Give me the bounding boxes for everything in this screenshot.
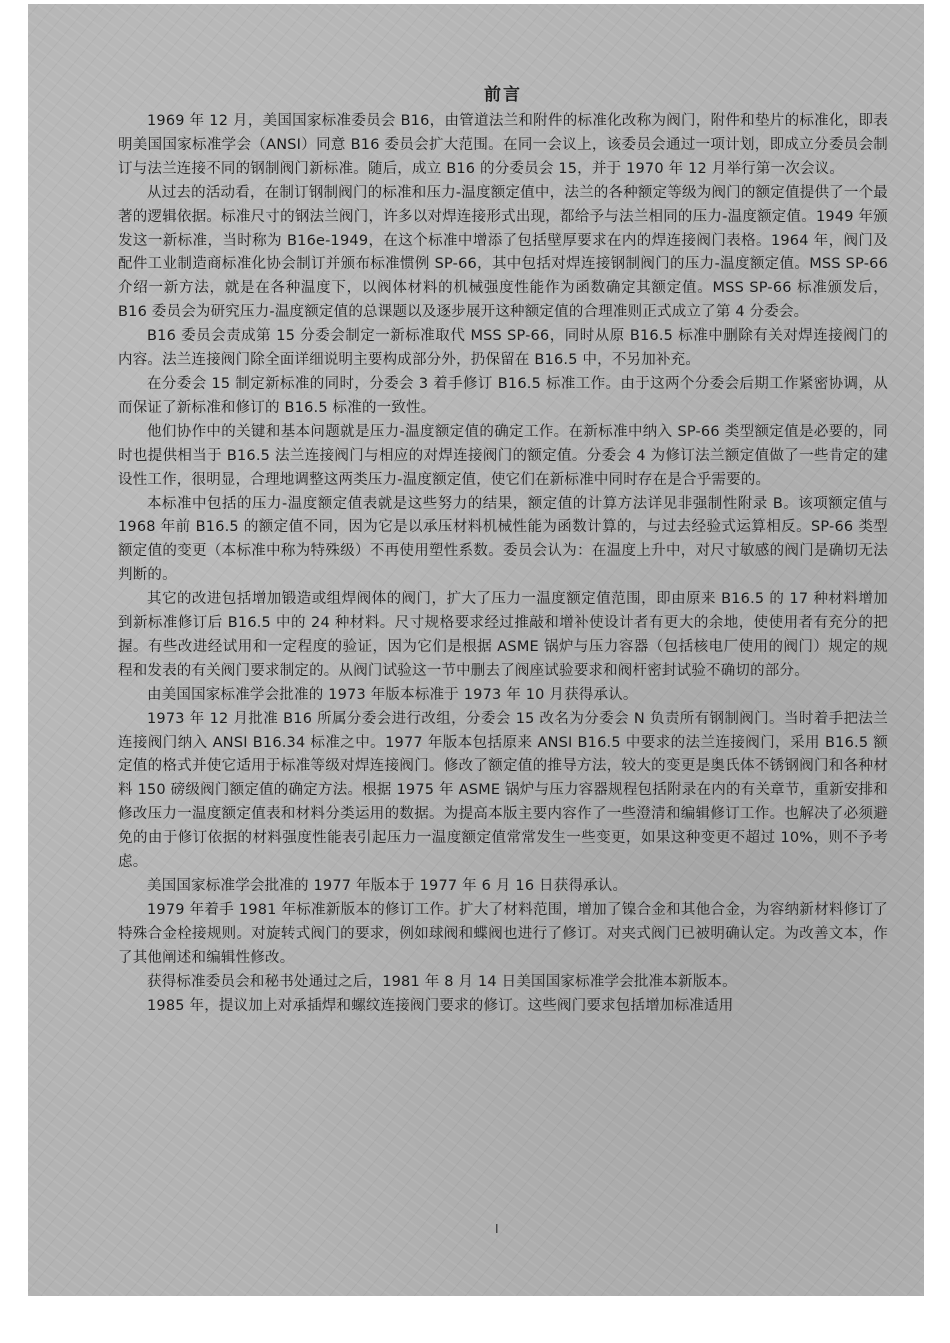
paragraph-1: 1969 年 12 月，美国国家标准委员会 B16，由管道法兰和附件的标准化改称为阀门，附件和垫片的标准化，即表明美国国家标准学会（ANSI）同意 B16 委员会扩大范围。在同一会议上，该委员会通过一项计划，即成立分委员会制订与法兰连接不同的钢制阀门新标准。随后，成立 B16 的分委员会 15，并于 1970 年 12 月举行第一次会议。 <box>118 113 888 177</box>
paragraph-8: 由美国国家标准学会批准的 1973 年版本标准于 1973 年 10 月获得承认。 <box>147 686 638 703</box>
paragraph-13: 1985 年，提议加上对承插焊和螺纹连接阀门要求的修订。这些阀门要求包括增加标准适用 <box>147 997 734 1014</box>
paragraph-3: B16 委员会责成第 15 分委会制定一新标准取代 MSS SP-66，同时从原 B16.5 标准中删除有关对焊连接阀门的内容。法兰连接阀门除全面详细说明主要构成部分外，扔保留在 B16.5 中，不另加补充。 <box>118 328 888 369</box>
paragraph-2: 从过去的活动看，在制订钢制阀门的标准和压力-温度额定值中，法兰的各种额定等级为阀门的额定值提供了一个最著的逻辑依据。标准尺寸的钢法兰阀门，许多以对焊连接形式出现，都给予与法兰相同的压力-温度额定值。1949 年颁发这一新标准，当时称为 B16e-1949，在这个标准中增添了包括壁厚要求在内的焊连接阀门表格。1964 年，阀门及配件工业制造商标准化协会制订并颁布标准惯例 SP-66，其中包括对焊连接钢制阀门的压力-温度额定值。MSS SP-66 介绍一新方法，就是在各种温度下，以阀体材料的机械强度性能作为函数确定其额定值。MSS SP-66 标准颁发后，B16 委员会为研究压力-温度额定值的总课题以及逐步展开这种额定值的合理准则正式成立了第 4 分委会。 <box>118 184 888 321</box>
paragraph-12: 获得标准委员会和秘书处通过之后，1981 年 8 月 14 日美国国家标准学会批准本新版本。 <box>147 973 737 990</box>
paragraph-4: 在分委会 15 制定新标准的同时，分委会 3 着手修订 B16.5 标准工作。由于这两个分委会后期工作紧密协调，从而保证了新标准和修订的 B16.5 标准的一致性。 <box>118 375 888 416</box>
document-body <box>118 80 888 1018</box>
page-number: I <box>495 1222 499 1236</box>
paragraph-6: 本标准中包括的压力-温度额定值表就是这些努力的结果，额定值的计算方法详见非强制性附录 B。该项额定值与 1968 年前 B16.5 的额定值不同，因为它是以承压材料机械性能为函数计算的，与过去经验式运算相反。SP-66 类型额定值的变更（本标准中称为特殊级）不再使用塑性系数。委员会认为：在温度上升中，对尺寸敏感的阀门是确切无法判断的。 <box>118 495 888 584</box>
paragraph-11: 1979 年着手 1981 年标准新版本的修订工作。扩大了材料范围，增加了镍合金和其他合金，为容纳新材料修订了特殊合金栓接规则。对旋转式阀门的要求，例如球阀和蝶阀也进行了修订。对夹式阀门已被明确认定。为改善文本，作了其他阐述和编辑性修改。 <box>118 901 888 966</box>
paragraph-5: 他们协作中的关键和基本问题就是压力-温度额定值的确定工作。在新标准中纳入 SP-66 类型额定值是必要的，同时也提供相当于 B16.5 法兰连接阀门与相应的对焊连接阀门的额定值。分委会 4 为修订法兰额定值做了一些肯定的建设性工作，很明显，合理地调整这两类压力-温度额定值，使它们在新标准中同时存在是合乎需要的。 <box>118 423 888 488</box>
page-title: 前言 <box>484 85 522 105</box>
paragraph-10: 美国国家标准学会批准的 1977 年版本于 1977 年 6 月 16 日获得承认。 <box>147 878 628 894</box>
paragraph-7: 其它的改进包括增加锻造或组焊阀体的阀门，扩大了压力一温度额定值范围，即由原来 B16.5 的 17 种材料增加到新标准修订后 B16.5 中的 24 种材料。尺寸规格要求经过推敲和增补使设计者有更大的余地，使使用者有充分的把握。有些改进经试用和一定程度的验证，因为它们是根据 ASME 锅炉与压力容器（包括核电厂使用的阀门）规定的规程和发表的有关阀门要求制定的。从阀门试验这一节中删去了阀座试验要求和阀杆密封试验不确切的部分。 <box>118 591 888 679</box>
paragraph-9: 1973 年 12 月批准 B16 所属分委会进行改组，分委会 15 改名为分委会 N 负责所有钢制阀门。当时着手把法兰连接阀门纳入 ANSI B16.34 标准之中。1977 年版本包括原来 ANSI B16.5 中要求的法兰连接阀门，采用 B16.5 额定值的格式并使它适用于标准等级对焊连接阀门。修改了额定值的推导方法，较大的变更是奥氏体不锈钢阀门和各种材料 150 磅级阀门额定值的确定方法。根据 1975 年 ASME 锅炉与压力容器规程包括附录在内的有关章节，重新安排和修改压力一温度额定值表和材料分类运用的数据。为提高本版主要内容作了一些澄清和编辑修订工作。也解决了必须避免的由于修订依据的材料强度性能表引起压力一温度额定值常常发生一些变更，如果这种变更不超过 10%，则不予考虑。 <box>118 710 888 871</box>
